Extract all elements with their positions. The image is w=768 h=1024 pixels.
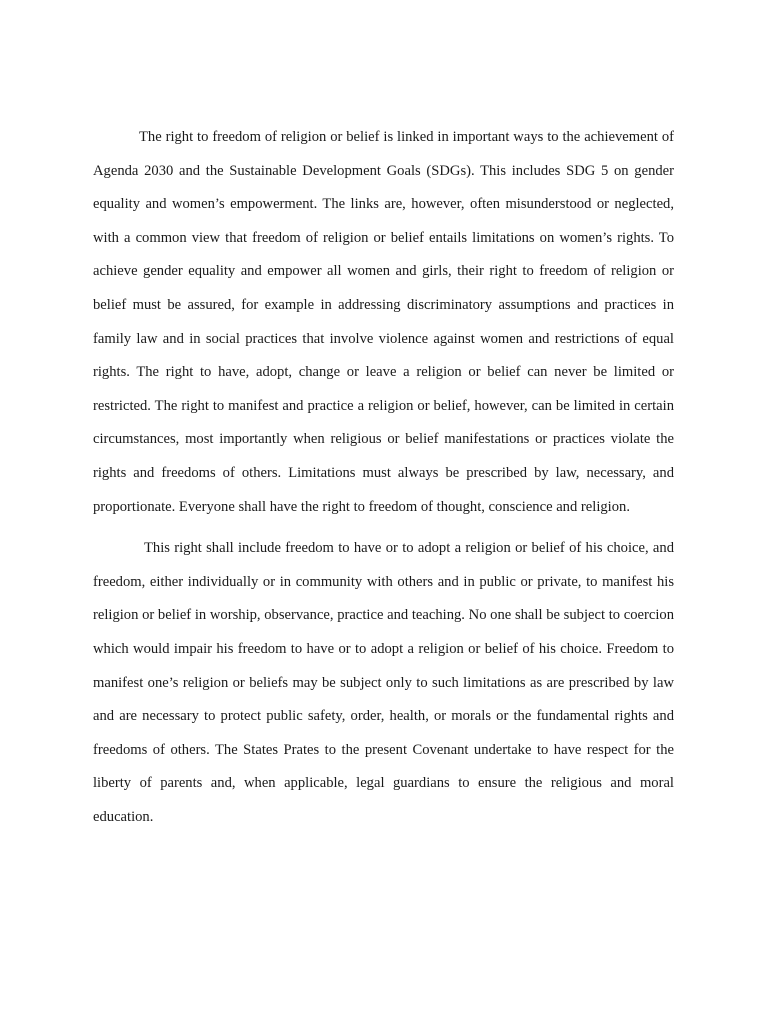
paragraph-1: The right to freedom of religion or belief is linked in important ways to the achievement of Agenda 2030 and the Sustainable Development Goals (SDGs). This includes SDG 5 on gender equality and women’s empowerment. The links are, however, often misunderstood or neglected, with a common view that freedom of religion or belief entails limitations on women’s rights. To achieve gender equality and empower all women and girls, their right to freedom of religion or belief must be assured, for example in addressing discriminatory assumptions and practices in family law and in social practices that involve violence against women and restrictions of equal rights. The right to have, adopt, change or leave a religion or belief can never be limited or restricted. The right to manifest and practice a religion or belief, however, can be limited in certain circumstances, most importantly when religious or belief manifestations or practices violate the rights and freedoms of others. Limitations must always be prescribed by law, necessary, and proportionate. Everyone shall have the right to freedom of thought, conscience and religion. (93, 129, 674, 515)
paragraph-2: This right shall include freedom to have or to adopt a religion or belief of his choice, and freedom, either individually or in community with others and in public or private, to manifest his religion or belief in worship, observance, practice and teaching. No one shall be subject to coercion which would impair his freedom to have or to adopt a religion or belief of his choice. Freedom to manifest one’s religion or beliefs may be subject only to such limitations as are prescribed by law and are necessary to protect public safety, order, health, or morals or the fundamental rights and freedoms of others. The States Prates to the present Covenant undertake to have respect for the liberty of parents and, when applicable, legal guardians to ensure the religious and moral education. (93, 540, 674, 825)
document-body (93, 121, 674, 834)
